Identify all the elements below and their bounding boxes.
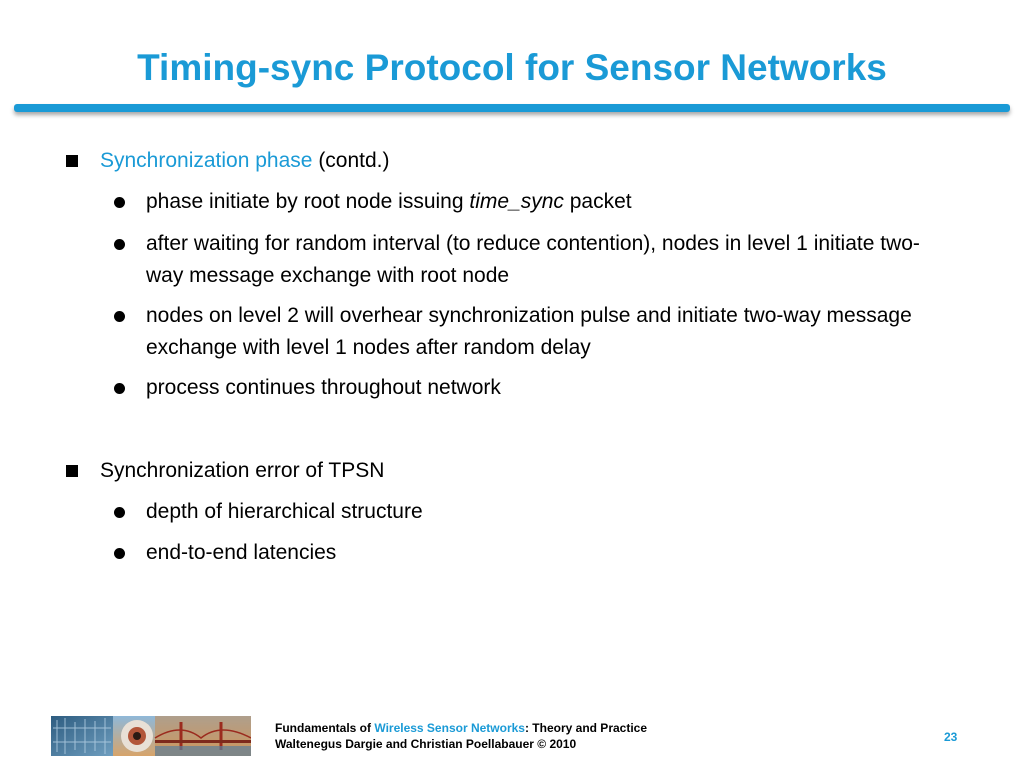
round-bullet-icon <box>114 239 125 250</box>
sub-bullet-italic: time_sync <box>469 190 564 213</box>
footer-line1-prefix: Fundamentals of <box>275 721 375 735</box>
square-bullet-icon <box>66 155 78 167</box>
sub-bullet <box>110 228 960 292</box>
sub-bullet-text-before: phase initiate by root node issuing <box>146 190 470 213</box>
square-bullet-icon <box>66 465 78 477</box>
sub-bullet <box>110 186 960 218</box>
sub-bullet <box>110 300 960 364</box>
title-divider <box>14 104 1010 112</box>
round-bullet-icon <box>114 311 125 322</box>
footer-line-1 <box>275 720 647 736</box>
slide-title: Timing-sync Protocol for Sensor Networks <box>137 47 887 88</box>
bullet-accent-text: Synchronization phase <box>100 149 313 172</box>
footer-collage-image <box>51 716 251 756</box>
sub-bullet-text: after waiting for random interval (to reduce contention), nodes in level 1 initiate two-way message exchange with root node <box>146 232 920 287</box>
footer-citation <box>275 720 647 752</box>
bullet-text <box>100 145 390 176</box>
footer-line-2: Waltenegus Dargie and Christian Poellabauer © 2010 <box>275 737 577 751</box>
footer-line1-suffix: : Theory and Practice <box>524 721 648 735</box>
sub-bullet <box>110 496 960 528</box>
footer-line1-accent: Wireless Sensor Networks <box>374 721 525 735</box>
sub-bullet-text: depth of hierarchical structure <box>146 500 423 523</box>
round-bullet-icon <box>114 548 125 559</box>
bullet-text: Synchronization error of TPSN <box>100 459 385 482</box>
sub-bullet-text-after: packet <box>563 190 632 213</box>
sub-bullet-text: nodes on level 2 will overhear synchronization pulse and initiate two-way message exchange with level 1 nodes after random delay <box>146 304 912 359</box>
sub-bullet-text: end-to-end latencies <box>146 541 337 564</box>
sub-bullet-text <box>146 186 956 218</box>
sub-bullet <box>110 372 960 404</box>
round-bullet-icon <box>114 197 125 208</box>
bullet-plain-text: (contd.) <box>312 149 390 172</box>
round-bullet-icon <box>114 507 125 518</box>
round-bullet-icon <box>114 383 125 394</box>
sub-bullet <box>110 537 960 569</box>
page-number: 23 <box>944 730 958 744</box>
sub-bullet-text: process continues throughout network <box>146 376 501 399</box>
